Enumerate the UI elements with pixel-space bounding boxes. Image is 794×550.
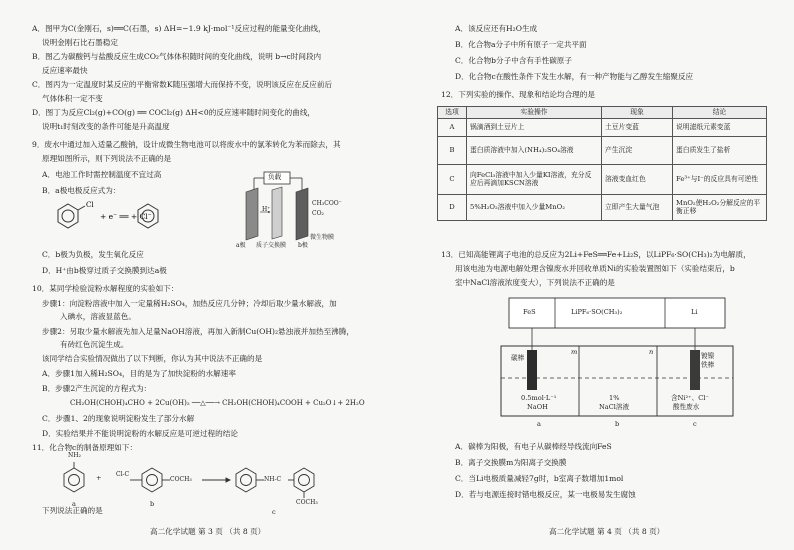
q9-cell-diagram [224,170,344,252]
q11-option-d: D．化合物c在酸性条件下发生水解，有一种产物能与乙醇发生缩聚反应 [455,72,694,81]
q11-option-c: C．化合物b分子中含有手性碳原子 [455,56,572,65]
q8-option-a-line2: 说明金刚石比石墨稳定 [42,38,118,47]
q9-reaction-equation [48,196,208,240]
electrode-b [296,188,308,240]
nickel-plated-iron-rod [690,350,700,390]
solution-c-line2: 酸性废水 [673,403,700,411]
co2-label: CO₂ [312,210,324,217]
q10-question: 该同学结合实验情况做出了以下判断，你认为其中说法不正确的是 [42,354,263,363]
q10-option-b: B．步骤2产生沉淀的方程式为： [42,384,152,393]
compound-c-label: c [272,508,276,516]
membrane-m-label: m [571,348,578,356]
table-row: B 蛋白质溶液中加入(NH₄)₂SO₄溶液 产生沉淀 蛋白质发生了盐析 [438,136,767,164]
table-header-row [438,107,767,119]
li-label: Li [691,308,698,316]
q10-equation: CH₂OH(CHOH)₄CHO + 2Cu(OH)₂ ──△──→ CH₂OH(CHOH)₄COOH + Cu₂O↓+ 2H₂O [70,399,365,407]
q8-option-d-line1: D．图丁为反应Cl₂(g)+CO(g) ══ COCl₂(g) ΔH<0的反应速率随时间变化的曲线， [32,108,316,117]
q10-step1-line1: 步骤1：向淀粉溶液中加入一定量稀H₂SO₄，加热反应几分钟；冷却后取少量水解液，加 [42,299,337,308]
amide-link: NH-C [264,476,282,483]
q13-option-b: B．离子交换膜m为阳离子交换膜 [455,458,567,467]
col-operation: 实验操作 [467,107,602,119]
proton-membrane [272,187,282,239]
q10-option-c: C．步骤1、2的现象说明淀粉发生了部分水解 [42,414,195,423]
q12-table [437,106,767,221]
electrode-a [246,188,258,240]
q10-option-a: A．步骤1加入稀H₂SO₄，目的是为了加快淀粉的水解速率 [42,369,236,378]
q13-stem-line2: 用该电池为电源电解处理含镍废水并回收单质Ni的实验装置图如下（实验结束后，b [455,264,735,273]
table-row: A 锅滴酒到土豆片上 土豆片变蓝 说明滤纸元素变蓝 [438,118,767,136]
compound-b-label: b [150,500,155,508]
q9-stem-line2: 原理如图所示，则下列说法不正确的是 [42,154,172,163]
chlorobenzene-structure [58,204,85,228]
q11-option-a: A．该反应还有H₂O生成 [455,24,538,33]
q8-option-c-line2: 气体体积一定不变 [42,94,103,103]
solution-b-line1: 1% [609,394,620,402]
q9-option-d: D．H⁺由b极穿过质子交换膜到达a极 [42,266,167,275]
electrolyte-label: LiPF₆·SO(CH₃)₂ [571,308,623,316]
q13-apparatus [497,296,737,432]
carbon-rod [527,350,537,390]
q8-option-b-line1: B．图乙为碳酸钙与盐酸反应生成CO₂气体体积随时间的变化曲线，说明 b→c时间段内 [32,52,322,61]
q12-stem: 12．下列实验的操作、现象和结论均合理的是 [441,90,595,99]
solution-b-line2: NaCl溶液 [599,403,630,411]
q8-option-a-line1: A．图甲为C(金刚石，s)══C(石墨，s) ΔH=−1.9 kJ·mol⁻¹反应过程的能量变化曲线， [32,24,326,33]
h-ion-label: H⁺ [262,206,271,213]
chlorine-label: Cl [86,201,94,209]
plus-sign: + [96,474,102,482]
c-acetyl-group: COCH₃ [296,499,318,506]
cathode-b-label: b极 [298,242,308,249]
load-label: 负载 [268,173,282,181]
table-row: D 5%H₂O₂溶液中加入少量MnO₂ 立即产生大量气泡 MnO₂使H₂O₂分解反应的平衡正移 [438,194,767,220]
q13-option-c: C．当Li电极质量减轻7g时，b室离子数增加1mol [455,474,624,483]
nickel-rod-label: 镀镍铁棒 [701,352,715,369]
q9-option-c: C．b极为负极，发生氧化反应 [42,250,144,259]
q10-option-d: D．实验结果并不能说明淀粉的水解反应是可逆过程的结论 [42,429,238,438]
q11-reaction-scheme [60,454,350,518]
q8-option-c-line1: C．图丙为一定温度时某反应的平衡常数K随压强增大而保持不变，说明该反应在反应前后 [32,80,333,89]
compound-b-ring [130,468,170,492]
acyl-chloride-label: Cl-C [116,471,130,478]
anode-a-label: a极 [236,242,246,249]
table-row: C 向FeCl₃溶液中加入少量KI溶液，充分反应后再滴加KSCN溶液 溶液变血红色 Fe³⁺与I⁻的反应具有可逆性 [438,164,767,194]
q8-option-b-line2: 反应速率最快 [42,66,88,75]
q10-step2-line2: 有砖红色沉淀生成。 [60,340,129,349]
q10-stem: 10．某同学检验淀粉水解程度的实验如下： [32,284,179,293]
q11-question: 下列说法正确的是 [42,506,103,515]
col-conclusion: 结论 [673,107,767,119]
fes-label: FeS [523,308,536,316]
membrane-n-label: n [649,348,654,356]
carbon-rod-label: 碳棒 [511,354,525,362]
q13-stem-line1: 13．已知高能锂离子电池的总反应为2Li+FeS══Fe+Li₂S，以LiPF₆·SO(CH₃)₂为电解质， [441,250,751,259]
page-4 [397,0,794,550]
solution-c-line1: 含Ni²⁺、Cl⁻ [671,394,709,402]
q13-option-a: A．碳棒为阳极，有电子从碳棒经导线流向FeS [455,442,612,451]
solution-a-line2: NaOH [527,403,548,411]
q9-option-a: A．电池工作时需控制温度不宜过高 [42,170,162,179]
q8-option-d-line2: 说明t₁时刻改变的条件可能是升高温度 [42,122,170,131]
biofilm-label: 微生物膜 [310,234,335,241]
room-a-label: a [537,420,541,428]
compound-a-ring [64,462,84,492]
q10-step1-line2: 入碘水，溶液显蓝色。 [60,312,136,321]
q13-stem-line3: 室中NaCl溶液浓度变大），下列说法不正确的是 [455,278,615,287]
q9-stem-line1: 9．废水中通过加入适量乙酸钠，设计成微生物电池可以将废水中的氯苯转化为苯而除去，其 [32,140,341,149]
room-b-label: b [615,420,620,428]
q9-option-b: B．a极电极反应式为： [42,186,121,195]
q9-reaction-text: + e⁻ ══ + Cl⁻ [100,212,152,221]
compound-c-right-ring [288,468,314,498]
footer-page-3: 高二化学试题 第 3 页 （共 8 页） [150,527,266,536]
solution-a-line1: 0.5mol·L⁻¹ [521,394,557,402]
col-phenomenon: 现象 [602,107,673,119]
amino-group: NH₂ [68,452,81,459]
col-option: 选项 [438,107,467,119]
compound-a-label: a [72,500,76,508]
q10-step2-line1: 步骤2：另取少量水解液先加入足量NaOH溶液，再加入新制Cu(OH)₂悬浊液并加热至沸腾， [42,327,354,336]
acetate-label: CH₃COO⁻ [312,200,342,207]
q11-option-b: B．化合物a分子中所有原子一定共平面 [455,40,587,49]
q11-stem: 11．化合物c的制备原理如下： [32,443,138,452]
membrane-label: 质子交换膜 [256,242,287,249]
room-c-label: c [693,420,697,428]
compound-c-left-ring [236,468,264,492]
q13-option-d: D．若与电源连接时错电极反应，某一电极易发生腐蚀 [455,490,636,499]
b-acetyl-group: COCH₃ [170,476,192,483]
footer-page-4: 高二化学试题 第 4 页 （共 8 页） [549,527,665,536]
